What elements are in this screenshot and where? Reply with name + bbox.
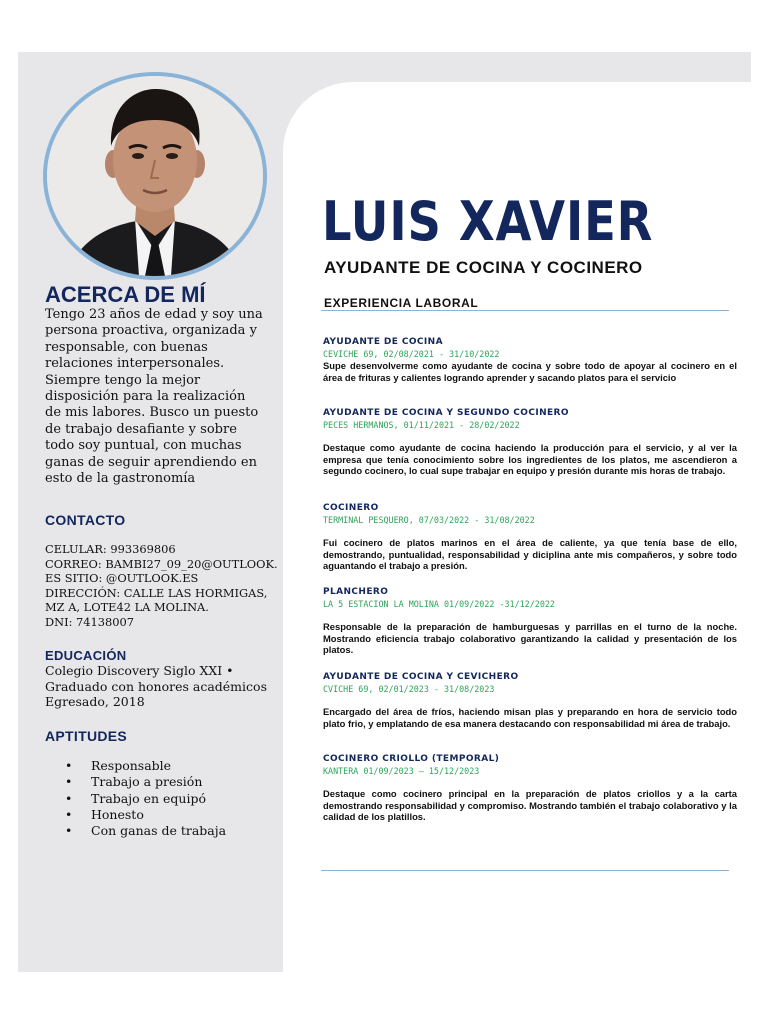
job-description: Fui cocinero de platos marinos en el área de caliente, ya que tenía base de ello, demostrando, puntualidad, responsabilidad y diciplina ante mis compañeros, y sobre todo aguantando el trabajo a presión. bbox=[323, 537, 737, 572]
job-title: PLANCHERO bbox=[323, 587, 389, 597]
job-title: COCINERO CRIOLLO (TEMPORAL) bbox=[323, 754, 500, 764]
job-meta: KANTERA 01/09/2023 – 15/12/2023 bbox=[323, 766, 480, 776]
skill-item: • Honesto bbox=[65, 807, 226, 823]
contact-info bbox=[45, 542, 278, 629]
education-info bbox=[45, 663, 270, 710]
education-honors: Graduado con honores académicos bbox=[45, 678, 267, 694]
profile-photo bbox=[43, 72, 267, 280]
job-entry bbox=[323, 586, 737, 656]
education-graduation: Egresado, 2018 bbox=[45, 694, 145, 709]
job-description: Responsable de la preparación de hamburguesas y parrillas en el turno de la noche. Mostrando eficiencia trabajo colaborativo garantizando la calidad y presentación de los platos. bbox=[323, 621, 737, 656]
candidate-role: AYUDANTE DE COCINA Y COCINERO bbox=[324, 258, 643, 277]
job-description: Encargado del área de fríos, haciendo misan plas y preparando en hora de servicio todo plato frio, y emplatando de esa manera destacando con responsabilidad mi área de trabajo. bbox=[323, 706, 737, 729]
contact-address: DIRECCIÓN: CALLE LAS HORMIGAS, bbox=[45, 585, 268, 600]
job-meta: LA 5 ESTACION LA MOLINA 01/09/2022 -31/12/2022 bbox=[323, 599, 555, 609]
job-meta: PECES HERMANOS, 01/11/2021 - 28/02/2022 bbox=[323, 420, 520, 430]
contact-email: CORREO: BAMBI27_09_20@OUTLOOK. bbox=[45, 556, 278, 571]
education-school: Colegio Discovery Siglo XXI • bbox=[45, 663, 234, 678]
skill-item: • Con ganas de trabaja bbox=[65, 823, 226, 839]
job-meta: CEVICHE 69, 02/08/2021 - 31/10/2022 bbox=[323, 349, 500, 359]
contact-email-domain: ES SITIO: @OUTLOOK.ES bbox=[45, 571, 199, 585]
contact-phone: CELULAR: 993369806 bbox=[45, 542, 176, 556]
job-title: AYUDANTE DE COCINA Y SEGUNDO COCINERO bbox=[323, 408, 569, 418]
experience-title: EXPERIENCIA LABORAL bbox=[324, 296, 479, 310]
job-description: Destaque como cocinero principal en la preparación de platos criollos y a la carta demostrando responsabilidad y compromiso. Mostrando también el trabajo colaborativo y la calidad de los platillos. bbox=[323, 788, 737, 823]
experience-divider bbox=[321, 310, 729, 311]
skills-list bbox=[65, 758, 226, 839]
job-meta: TERMINAL PESQUERO, 07/03/2022 - 31/08/2022 bbox=[323, 515, 535, 525]
skill-item: • Trabajo en equipó bbox=[65, 791, 226, 807]
contact-title: CONTACTO bbox=[45, 512, 126, 528]
job-entry bbox=[323, 502, 737, 572]
contact-address-cont: MZ A, LOTE42 LA MOLINA. bbox=[45, 600, 209, 614]
job-entry bbox=[323, 336, 737, 383]
job-meta: CVICHE 69, 02/01/2023 - 31/08/2023 bbox=[323, 684, 495, 694]
skills-title: APTITUDES bbox=[45, 728, 128, 744]
job-entry bbox=[323, 671, 737, 729]
job-description: Destaque como ayudante de cocina haciendo la producción para el servicio, y al ver la empresa que tenía conocimiento sobre los ingredientes de los platos, me ascendieron a segundo cocinero, lo cual supe trabajar en equipo y presión durante mis horas de trabajo. bbox=[323, 442, 737, 477]
skill-item: • Trabajo a presión bbox=[65, 774, 226, 790]
education-title: EDUCACIÓN bbox=[45, 648, 127, 663]
about-text: Tengo 23 años de edad y soy una persona proactiva, organizada y responsable, con buenas relaciones interpersonales. Siempre tengo la mejor disposición para la realización de mis labores. Busco un puesto de trabajo desafiante y sobre todo soy puntual, con muchas ganas de seguir aprendiendo en esto de la gastronomía bbox=[45, 307, 263, 487]
skill-item: • Responsable bbox=[65, 758, 226, 774]
bottom-divider bbox=[321, 870, 729, 871]
job-entry bbox=[323, 407, 737, 477]
contact-dni: DNI: 74138007 bbox=[45, 614, 135, 629]
candidate-name: LUIS XAVIER bbox=[322, 190, 654, 253]
job-entry bbox=[323, 753, 737, 823]
job-description: Supe desenvolverme como ayudante de cocina y sobre todo de apoyar al cocinero en el área de frituras y calientes logrando aprender y sacando platos para el servicio bbox=[323, 360, 737, 383]
about-title: ACERCA DE MÍ bbox=[45, 282, 206, 307]
job-title: COCINERO bbox=[323, 503, 379, 513]
job-title: AYUDANTE DE COCINA Y CEVICHERO bbox=[323, 672, 519, 682]
job-title: AYUDANTE DE COCINA bbox=[323, 337, 443, 347]
